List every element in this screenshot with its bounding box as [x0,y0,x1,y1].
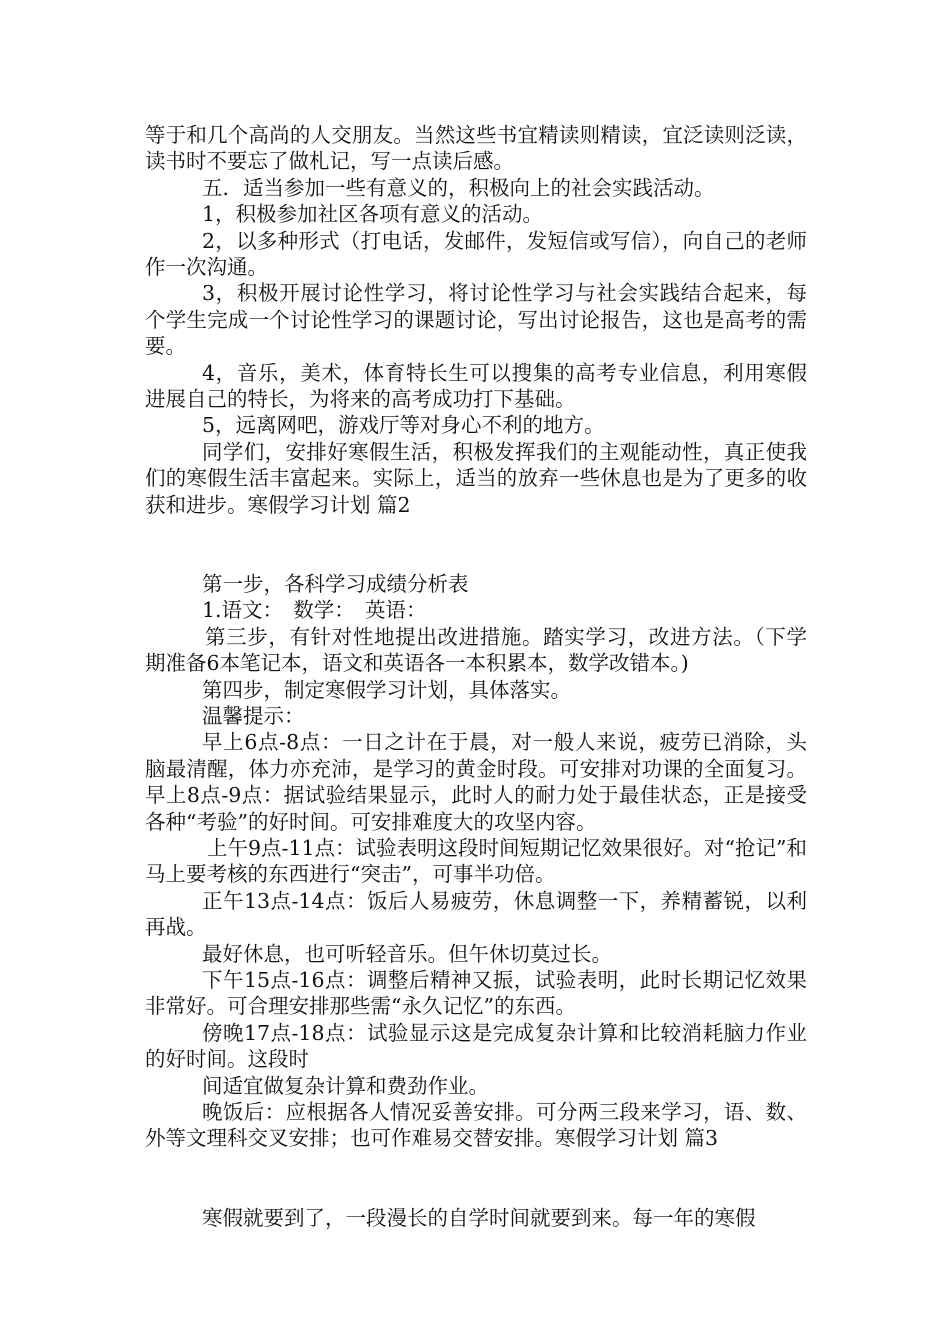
list-item-teacher-contact: 2，以多种形式（打电话，发邮件，发短信或写信），向自己的老师作一次沟通。 [145,228,807,280]
tip-evening: 傍晚17点-18点：试验显示这是完成复杂计算和比较消耗脑力作业的好时间。这段时 [145,1020,807,1072]
heading-social-practice: 五．适当参加一些有意义的，积极向上的社会实践活动。 [202,175,715,200]
subjects-line: 1.语文： 数学： 英语： [202,598,427,623]
tip-morning: 早上6点-8点：一日之计在于晨，对一般人来说，疲劳已消除，头脑最清醒，体力亦充沛，是学习的黄金时段。可安排对功课的全面复习。早上8点-9点：据试验结果显示，此时人的耐力处于最佳状态，正是接受各种“考验”的好时间。可安排难度大的攻坚内容。 [145,730,807,834]
document-page [145,122,807,1231]
blank-line [145,1152,807,1205]
step-three-paragraph: 第三步，有针对性地提出改进措施。踏实学习，改进方法。（下学期准备6本笔记本，语文和英语各一本积累本，数学改错本。) [145,624,807,676]
tip-rest: 最好休息，也可听轻音乐。但午休切莫过长。 [202,941,612,966]
step-four-paragraph: 第四步，制定寒假学习计划，具体落实。 [202,677,571,702]
tip-noon: 正午13点-14点：饭后人易疲劳，休息调整一下，养精蓄锐，以利再战。 [145,888,807,940]
paragraph-conclusion: 同学们，安排好寒假生活，积极发挥我们的主观能动性，真正使我们的寒假生活丰富起来。实际上，适当的放弃一些休息也是为了更多的收获和进步。寒假学习计划 篇2 [145,439,807,517]
tip-forenoon: 上午9点-11点：试验表明这段时间短期记忆效果很好。对“抢记”和马上要考核的东西进行“突击”，可事半功倍。 [145,835,808,887]
step-one-heading: 第一步，各科学习成绩分析表 [202,571,469,596]
paragraph-reading-advice: 等于和几个高尚的人交朋友。当然这些书宜精读则精读，宜泛读则泛读，读书时不要忘了做札记，写一点读后感。 [145,123,807,174]
list-item-community: 1，积极参加社区各项有意义的活动。 [202,202,544,227]
list-item-avoid-netcafe: 5，远离网吧，游戏厅等对身心不利的地方。 [202,413,605,438]
list-item-discussion-learning: 3，积极开展讨论性学习，将讨论性学习与社会实践结合起来，每个学生完成一个讨论性学习的课题讨论，写出讨论报告，这也是高考的需要。 [145,281,807,359]
tips-heading: 温馨提示： [202,703,305,728]
tip-afternoon: 下午15点-16点：调整后精神又振，试验表明，此时长期记忆效果非常好。可合理安排那些需“永久记忆”的东西。 [145,967,807,1019]
tip-evening-cont: 间适宜做复杂计算和费劲作业。 [202,1073,489,1098]
list-item-specialty: 4，音乐，美术，体育特长生可以搜集的高考专业信息，利用寒假进展自己的特长，为将来的高考成功打下基础。 [145,360,807,412]
blank-line [145,518,807,571]
tip-after-dinner: 晚饭后：应根据各人情况妥善安排。可分两三段来学习，语、数、外等文理科交叉安排；也可作难易交替安排。寒假学习计划 篇3 [145,1100,807,1151]
paragraph-intro-plan3: 寒假就要到了，一段漫长的自学时间就要到来。每一年的寒假 [202,1205,756,1230]
